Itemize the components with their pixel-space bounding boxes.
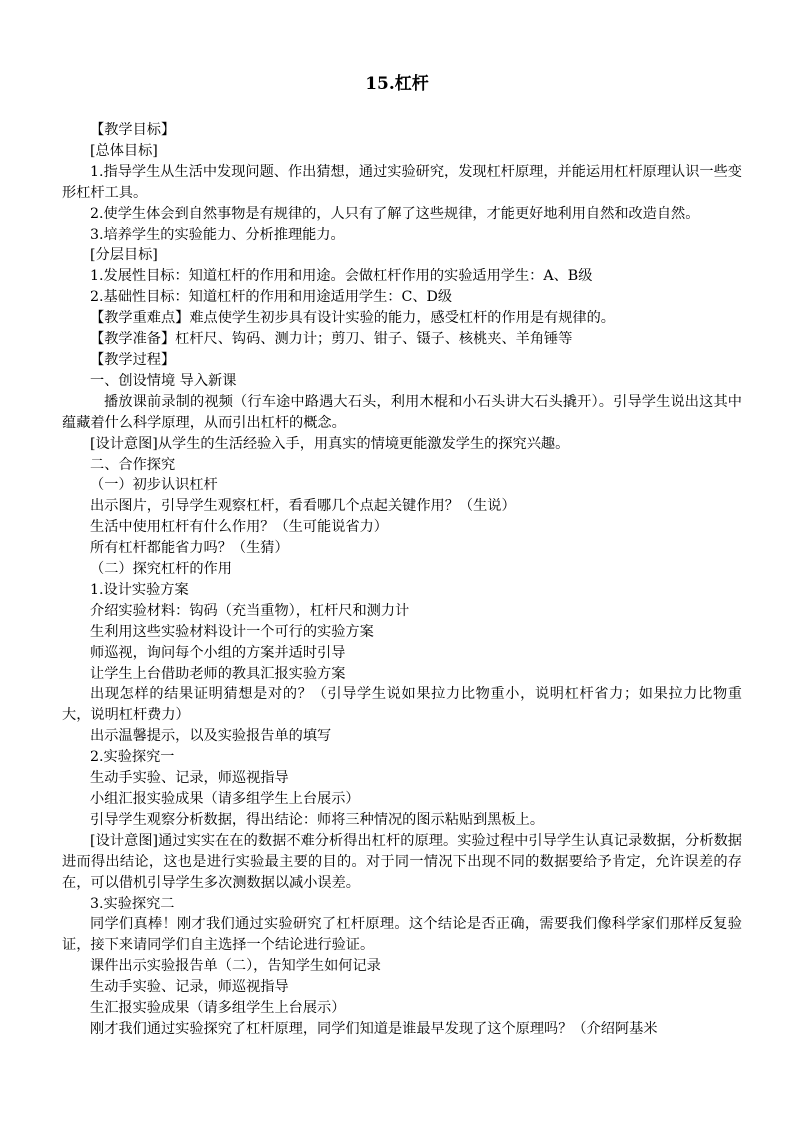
paragraph: 小组汇报实验成果（请多组学生上台展示） bbox=[90, 791, 360, 807]
paragraph: 2.使学生体会到自然事物是有规律的，人只有了解了这些规律，才能更好地利用自然和改造自然。 bbox=[90, 205, 700, 222]
paragraph: （一）初步认识杠杆 bbox=[90, 477, 218, 494]
paragraph: 所有杠杆都能省力吗？（生猜） bbox=[90, 540, 289, 557]
paragraph: 介绍实验材料：钩码（充当重物），杠杆尺和测力计 bbox=[90, 602, 410, 619]
paragraph: 刚才我们通过实验探究了杠杆原理，同学们知道是谁最早发现了这个原理吗？（介绍阿基米 bbox=[90, 1020, 658, 1037]
paragraph: 1.发展性目标：知道杠杆的作用和用途。会做杠杆作用的实验适用学生：A、B级 bbox=[90, 268, 593, 285]
paragraph: 3.实验探究二 bbox=[90, 895, 175, 912]
paragraph: 3.培养学生的实验能力、分析推理能力。 bbox=[90, 226, 345, 243]
paragraph: 【教学重难点】难点使学生初步具有设计实验的能力，感受杠杆的作用是有规律的。 bbox=[90, 310, 615, 327]
paragraph: 播放课前录制的视频（行车途中路遇大石头，利用木棍和小石头讲大石头撬开）。引导学生说出这其中蕴藏着什么科学原理，从而引出杠杆的概念。 bbox=[62, 393, 742, 431]
paragraph: 师巡视，询问每个小组的方案并适时引导 bbox=[90, 644, 346, 661]
paragraph: 出示图片，引导学生观察杠杆，看看哪几个点起关键作用？（生说） bbox=[90, 498, 516, 515]
paragraph: 1.指导学生从生活中发现问题、作出猜想，通过实验研究，发现杠杆原理，并能运用杠杆原理认识一些变形杠杆工具。 bbox=[62, 163, 742, 201]
paragraph: 生动手实验、记录，师巡视指导 bbox=[90, 770, 289, 787]
paragraph: 生汇报实验成果（请多组学生上台展示） bbox=[90, 1000, 346, 1017]
paragraph: 让学生上台借助老师的教具汇报实验方案 bbox=[90, 665, 346, 682]
paragraph: （二）探究杠杆的作用 bbox=[90, 561, 232, 578]
document-body bbox=[62, 120, 742, 1040]
paragraph: 生利用这些实验材料设计一个可行的实验方案 bbox=[90, 623, 374, 640]
paragraph: 出示温馨提示，以及实验报告单的填写 bbox=[90, 728, 332, 745]
paragraph: 【教学准备】杠杆尺、钩码、测力计；剪刀、钳子、镊子、核桃夹、羊角锤等 bbox=[90, 331, 573, 348]
paragraph: [设计意图]从学生的生活经验入手，用真实的情境更能激发学生的探究兴趣。 bbox=[90, 435, 570, 452]
paragraph: 同学们真棒！刚才我们通过实验研究了杠杆原理。这个结论是否正确，需要我们像科学家们那样反复验证，接下来请同学们自主选择一个结论进行验证。 bbox=[62, 916, 742, 954]
paragraph: 一、创设情境 导入新课 bbox=[90, 372, 237, 389]
paragraph: 生活中使用杠杆有什么作用？（生可能说省力） bbox=[90, 519, 388, 536]
paragraph: 出现怎样的结果证明猜想是对的？（引导学生说如果拉力比物重小，说明杠杆省力；如果拉力比物重大，说明杠杆费力） bbox=[62, 686, 742, 724]
paragraph: [总体目标] bbox=[90, 142, 158, 159]
paragraph: 【教学过程】 bbox=[90, 351, 176, 368]
document-title: 15.杠杆 bbox=[365, 74, 429, 94]
paragraph: 2.实验探究一 bbox=[90, 749, 175, 766]
paragraph: [设计意图]通过实实在在的数据不难分析得出杠杆的原理。实验过程中引导学生认真记录数据，分析数据进而得出结论，这也是进行实验最主要的目的。对于同一情况下出现不同的数据要给予肯定，允许误差的存在，可以借机引导学生多次测数据以减小误差。 bbox=[62, 832, 742, 891]
paragraph: [分层目标] bbox=[90, 247, 158, 264]
paragraph: 【教学目标】 bbox=[90, 122, 176, 138]
paragraph: 2.基础性目标：知道杠杆的作用和用途适用学生：C、D级 bbox=[90, 289, 453, 306]
paragraph: 二、合作探究 bbox=[90, 456, 176, 473]
paragraph: 1.设计实验方案 bbox=[90, 581, 189, 598]
paragraph: 生动手实验、记录，师巡视指导 bbox=[90, 979, 289, 996]
paragraph: 引导学生观察分析数据，得出结论：师将三种情况的图示粘贴到黑板上。 bbox=[90, 811, 545, 828]
paragraph: 课件出示实验报告单（二），告知学生如何记录 bbox=[90, 958, 381, 975]
